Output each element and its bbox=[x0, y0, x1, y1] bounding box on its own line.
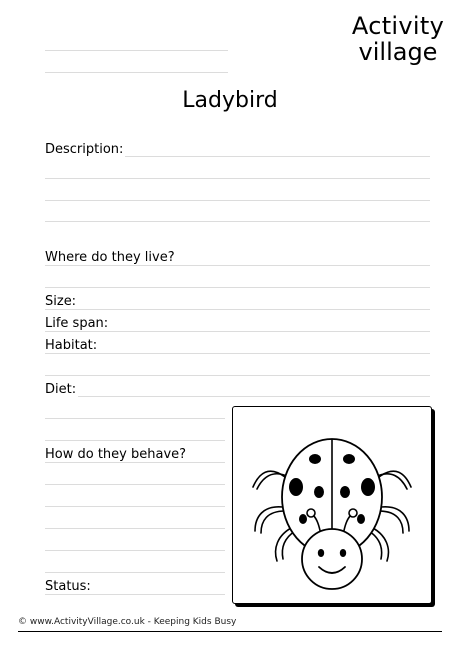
writing-line[interactable] bbox=[45, 178, 430, 179]
footer-divider bbox=[18, 631, 442, 632]
writing-line[interactable] bbox=[45, 528, 225, 529]
writing-line[interactable] bbox=[45, 200, 430, 201]
writing-line[interactable] bbox=[45, 484, 225, 485]
name-line[interactable] bbox=[45, 50, 228, 51]
habitat-label: Habitat: bbox=[45, 338, 98, 353]
page-title: Ladybird bbox=[182, 88, 278, 113]
writing-line[interactable] bbox=[45, 418, 225, 419]
writing-line[interactable] bbox=[45, 440, 225, 441]
date-line[interactable] bbox=[45, 72, 228, 73]
writing-line[interactable] bbox=[45, 396, 430, 397]
writing-line[interactable] bbox=[45, 462, 225, 463]
behave-label: How do they behave? bbox=[45, 447, 187, 462]
ladybird-icon bbox=[233, 407, 431, 603]
description-label: Description: bbox=[45, 142, 124, 157]
writing-line[interactable] bbox=[45, 506, 225, 507]
illustration-frame bbox=[232, 406, 432, 604]
writing-line[interactable] bbox=[45, 287, 430, 288]
writing-line[interactable] bbox=[45, 353, 430, 354]
status-label: Status: bbox=[45, 579, 91, 594]
writing-line[interactable] bbox=[45, 221, 430, 222]
logo-line-2: village bbox=[358, 38, 438, 66]
writing-line[interactable] bbox=[45, 594, 225, 595]
writing-line[interactable] bbox=[45, 309, 430, 310]
logo-line-1: Activity bbox=[351, 12, 445, 40]
activity-village-logo bbox=[348, 14, 448, 64]
writing-line[interactable] bbox=[45, 550, 225, 551]
where-live-label: Where do they live? bbox=[45, 250, 175, 265]
writing-line[interactable] bbox=[45, 572, 225, 573]
size-label: Size: bbox=[45, 294, 77, 309]
writing-line[interactable] bbox=[45, 265, 430, 266]
writing-line[interactable] bbox=[45, 375, 430, 376]
writing-line[interactable] bbox=[45, 331, 430, 332]
diet-label: Diet: bbox=[45, 382, 77, 397]
footer-text: © www.ActivityVillage.co.uk - Keeping Kids Busy bbox=[18, 617, 237, 627]
life-span-label: Life span: bbox=[45, 316, 109, 331]
